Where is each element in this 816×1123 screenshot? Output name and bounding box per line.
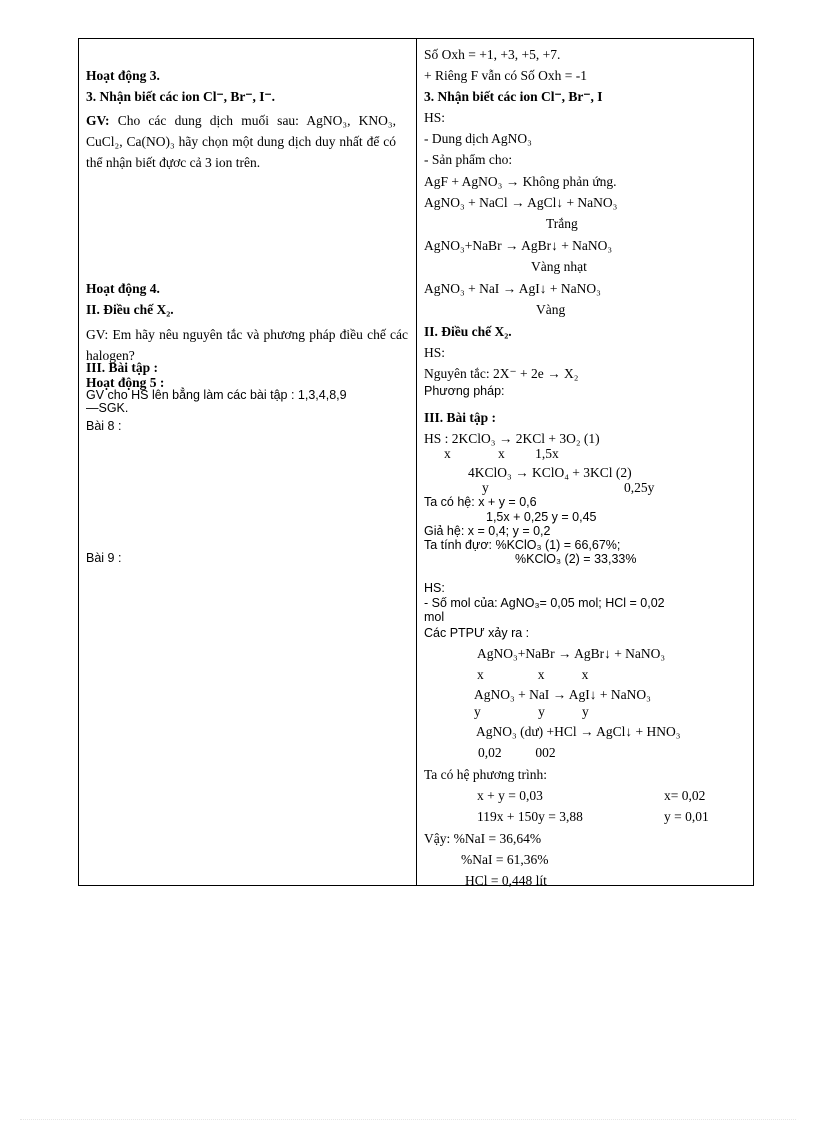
- system-heading: Ta có hệ phương trình:: [424, 767, 547, 782]
- precipitate-color-pale-yellow: Vàng nhạt: [531, 259, 587, 274]
- equation-2: 4KClO₃ → KClO₄ + 3KCl (2): [468, 465, 632, 480]
- moles-line-b: mol: [424, 610, 445, 624]
- fluorine-note: + Riêng F vẫn có Số Oxh = -1: [424, 68, 587, 83]
- conclusion-3: HCl = 0,448 lít: [465, 873, 547, 888]
- activity-5-heading: Hoạt động 5 :: [86, 375, 165, 390]
- equation-2-value-025y: 0,25y: [624, 480, 655, 495]
- content-table: [78, 38, 754, 886]
- method-line: Phương pháp:: [424, 384, 505, 398]
- equation-1: HS : 2KClO₃ → 2KCl + 3O₂ (1): [424, 431, 600, 446]
- gv-text: Cho các dung dịch muối sau: AgNO₃, KNO₃, CuCl₂, Ca(NO)₃ hãy chọn một dung dịch duy nhất để có thể nhận biết đựơc cả 3 ion trên.: [86, 113, 396, 170]
- solution-line: - Dung dịch AgNO₃: [424, 131, 532, 146]
- result-line-1: Ta tính đựơ: %KClO₃ (1) = 66,67%;: [424, 538, 621, 552]
- student-label: HS:: [424, 581, 445, 595]
- reactions-intro: Các PTPƯ xảy ra :: [424, 626, 530, 640]
- reaction-nacl: AgNO₃ + NaCl → AgCl↓ + NaNO₃: [424, 195, 618, 210]
- system-sol-2: y = 0,01: [664, 809, 709, 824]
- precipitate-color-white: Trắng: [546, 216, 578, 231]
- section-2-answer-heading: II. Điều chế X₂.: [424, 324, 512, 339]
- oxidation-states: Số Oxh = +1, +3, +5, +7.: [424, 47, 561, 62]
- system-eq-2: 119x + 150y = 3,88: [477, 809, 583, 824]
- gv-label: GV:: [86, 113, 110, 128]
- system-eq-1: x + y = 0,03: [477, 788, 543, 803]
- reaction-nabr: AgNO₃+NaBr → AgBr↓ + NaNO₃: [424, 238, 613, 253]
- solve-line: Giả hệ: x = 0,4; y = 0,2: [424, 524, 551, 538]
- equation-2-value-y: y: [482, 480, 489, 495]
- reaction-p3: AgNO₃ (dư) +HCl → AgCl↓ + HNO₃: [476, 724, 681, 739]
- student-label: HS:: [424, 345, 446, 360]
- principle-line: Nguyên tắc: 2X⁻ + 2e → X₂: [424, 366, 579, 381]
- result-line-2: %KClO₃ (2) = 33,33%: [515, 552, 637, 566]
- activity-4-heading: Hoạt động 4.: [86, 281, 160, 296]
- system-sol-1: x= 0,02: [664, 788, 706, 803]
- reaction-p1-values: x x x: [477, 667, 589, 682]
- section-3-heading: 3. Nhận biết các ion Cl⁻, Br⁻, I⁻.: [86, 89, 276, 104]
- section-2-heading: II. Điều chế X₂.: [86, 302, 174, 317]
- equation-1-values: x x 1,5x: [444, 446, 559, 461]
- conclusion-1: Vậy: %NaI = 36,64%: [424, 831, 542, 846]
- teacher-instruction-5a: GV cho HS lên bẳng làm các bài tập : 1,3,4,8,9: [86, 388, 347, 402]
- teacher-instruction-5b: —SGK.: [86, 401, 129, 415]
- exercise-8-label: Bài 8 :: [86, 419, 122, 433]
- column-divider: [416, 39, 417, 885]
- system-line-1: Ta có hệ: x + y = 0,6: [424, 495, 537, 509]
- reaction-nai: AgNO₃ + NaI → AgI↓ + NaNO₃: [424, 281, 601, 296]
- products-line: - Sản phẩm cho:: [424, 152, 513, 167]
- reaction-p2: AgNO₃ + NaI → AgI↓ + NaNO₃: [474, 687, 651, 702]
- conclusion-2: %NaI = 61,36%: [461, 852, 549, 867]
- student-label: HS:: [424, 110, 446, 125]
- teacher-question-4: GV: Em hãy nêu nguyên tắc và phương pháp điều chế các halogen?: [86, 327, 408, 363]
- reaction-p1: AgNO₃+NaBr → AgBr↓ + NaNO₃: [477, 646, 666, 661]
- reaction-p3-values: 0,02 002: [478, 745, 556, 760]
- page-bottom-rule: [20, 1119, 796, 1120]
- system-line-2: 1,5x + 0,25 y = 0,45: [486, 510, 597, 524]
- reaction-agf: AgF + AgNO₃ → Không phản ứng.: [424, 174, 617, 189]
- section-3b-answer-heading: III. Bài tập :: [424, 410, 497, 425]
- precipitate-color-yellow: Vàng: [536, 302, 566, 317]
- teacher-question-3: [86, 110, 396, 173]
- section-3b-heading: III. Bài tập :: [86, 360, 159, 375]
- reaction-p2-values: y y y: [474, 704, 589, 719]
- section-3-answer-heading: 3. Nhận biết các ion Cl⁻, Br⁻, I: [424, 89, 603, 104]
- moles-line-a: - Số mol của: AgNO₃= 0,05 mol; HCl = 0,02: [424, 596, 665, 610]
- activity-3-heading: Hoạt động 3.: [86, 68, 160, 83]
- exercise-9-label: Bài 9 :: [86, 551, 122, 565]
